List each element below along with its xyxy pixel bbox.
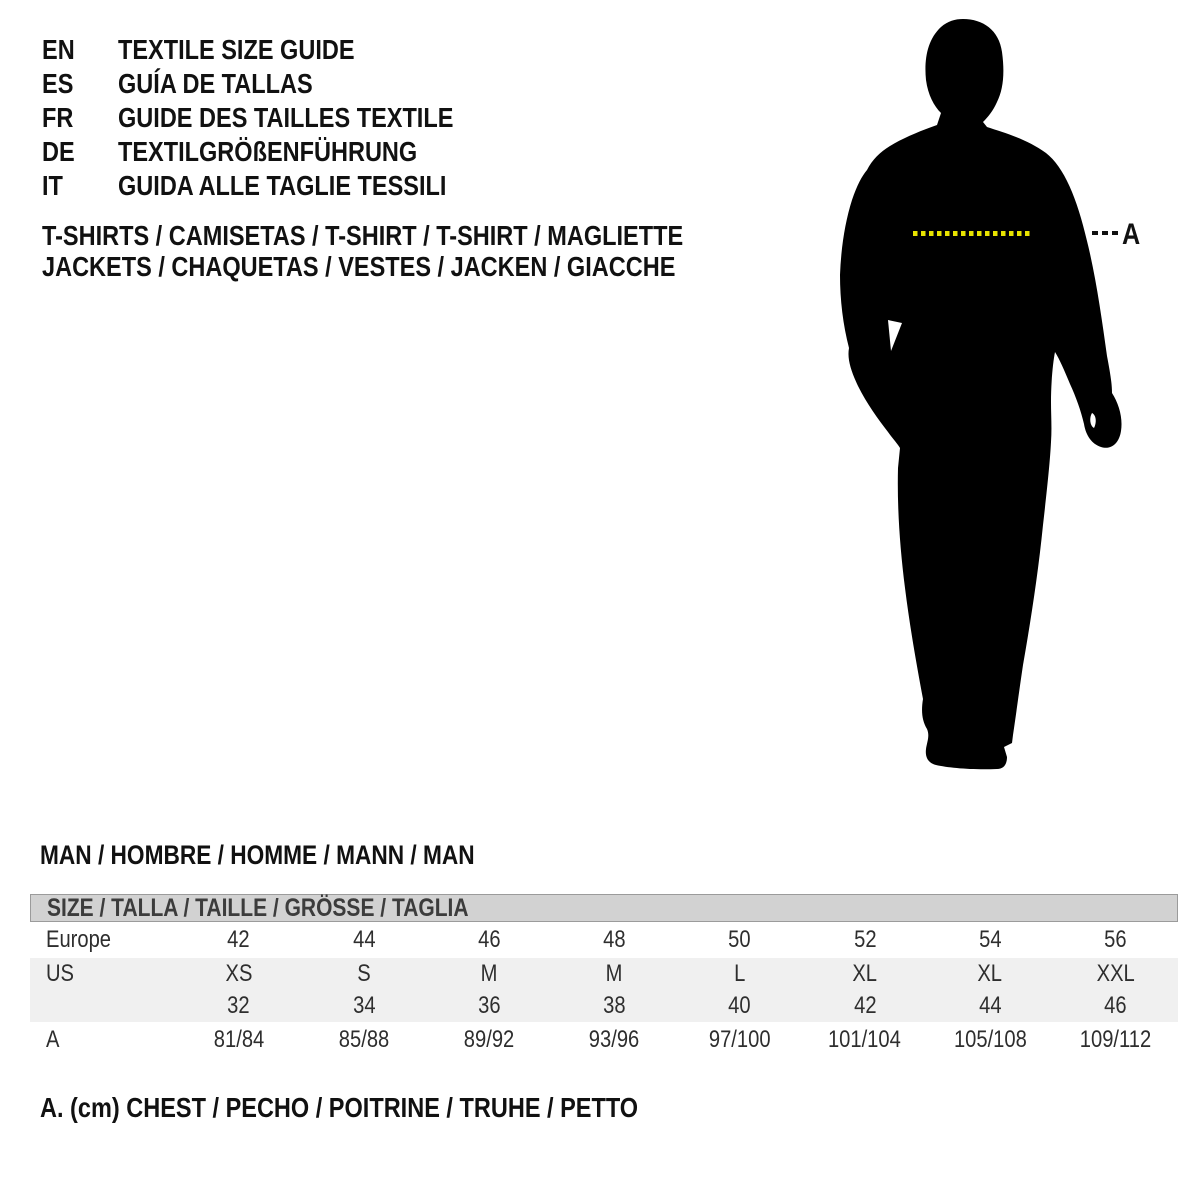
size-cell: 105/108 — [953, 1026, 1027, 1053]
measurement-footnote: A. (cm) CHEST / PECHO / POITRINE / TRUHE / PETTO — [40, 1092, 639, 1123]
size-cell: 44 — [352, 926, 376, 953]
size-cell: 36 — [477, 992, 501, 1019]
size-cell: 34 — [352, 992, 376, 1019]
language-title: GUIDE DES TAILLES TEXTILE — [118, 102, 454, 133]
size-cell: 56 — [1104, 926, 1127, 953]
size-cell: XL — [852, 960, 878, 987]
size-cell: 85/88 — [338, 1026, 390, 1053]
size-cell: 54 — [978, 926, 1002, 953]
language-title: GUIDA ALLE TAGLIE TESSILI — [118, 170, 447, 201]
table-row-us — [30, 958, 1178, 990]
language-title: GUÍA DE TALLAS — [118, 68, 313, 99]
table-row-chest — [30, 1022, 1178, 1058]
size-cell: 93/96 — [589, 1026, 640, 1053]
size-cell: S — [357, 960, 371, 987]
size-cell: 32 — [227, 992, 250, 1019]
chest-measure-line — [913, 231, 1032, 236]
category-line-tshirts: T-SHIRTS / CAMISETAS / T-SHIRT / T-SHIRT / MAGLIETTE — [42, 220, 684, 251]
language-title: TEXTILGRÖßENFÜHRUNG — [118, 136, 418, 167]
language-row-it — [42, 169, 517, 203]
man-silhouette-body — [840, 19, 1122, 769]
size-cell: 97/100 — [708, 1026, 771, 1053]
language-row-de — [42, 135, 517, 169]
size-cell: 42 — [227, 926, 250, 953]
size-cell: 40 — [728, 992, 751, 1019]
size-cell: 50 — [728, 926, 751, 953]
size-cell: XXL — [1096, 960, 1135, 987]
table-row-numeric — [30, 990, 1178, 1022]
size-cell: 42 — [853, 992, 877, 1019]
size-cell: XS — [225, 960, 253, 987]
man-silhouette — [820, 0, 1140, 800]
size-cell: 81/84 — [213, 1026, 264, 1053]
size-cell: 48 — [603, 926, 626, 953]
row-label — [30, 990, 176, 1022]
language-row-fr — [42, 101, 517, 135]
section-title-man: MAN / HOMBRE / HOMME / MANN / MAN — [40, 840, 475, 870]
size-cell: XL — [977, 960, 1003, 987]
size-cell: L — [734, 960, 746, 987]
language-row-en — [42, 33, 517, 67]
garment-categories — [42, 220, 805, 282]
size-cell: M — [605, 960, 623, 987]
size-cell: 52 — [853, 926, 877, 953]
size-cell: 44 — [978, 992, 1002, 1019]
size-cell: M — [480, 960, 498, 987]
language-code: FR — [42, 102, 74, 133]
row-label: US — [46, 960, 75, 987]
size-table — [30, 894, 1178, 1058]
size-cell: 38 — [603, 992, 626, 1019]
size-cell: 101/104 — [828, 1026, 902, 1053]
size-cell: 109/112 — [1079, 1026, 1152, 1053]
language-row-es — [42, 67, 517, 101]
language-code: EN — [42, 34, 75, 65]
language-list — [42, 33, 517, 203]
size-cell: 89/92 — [463, 1026, 515, 1053]
table-row-europe — [30, 922, 1178, 958]
language-code: ES — [42, 68, 74, 99]
size-table-header-label: SIZE / TALLA / TAILLE / GRÖSSE / TAGLIA — [47, 893, 469, 922]
language-code: DE — [42, 136, 75, 167]
size-table-header — [30, 894, 1178, 922]
row-label: A — [46, 1026, 60, 1053]
size-cell: 46 — [477, 926, 501, 953]
measure-label-a: A — [1122, 218, 1141, 251]
language-title: TEXTILE SIZE GUIDE — [118, 34, 355, 65]
size-cell: 46 — [1104, 992, 1127, 1019]
measure-pointer-dashes — [1092, 231, 1118, 235]
row-label: Europe — [46, 926, 112, 953]
language-code: IT — [42, 170, 63, 201]
category-line-jackets: JACKETS / CHAQUETAS / VESTES / JACKEN / GIACCHE — [42, 251, 676, 282]
